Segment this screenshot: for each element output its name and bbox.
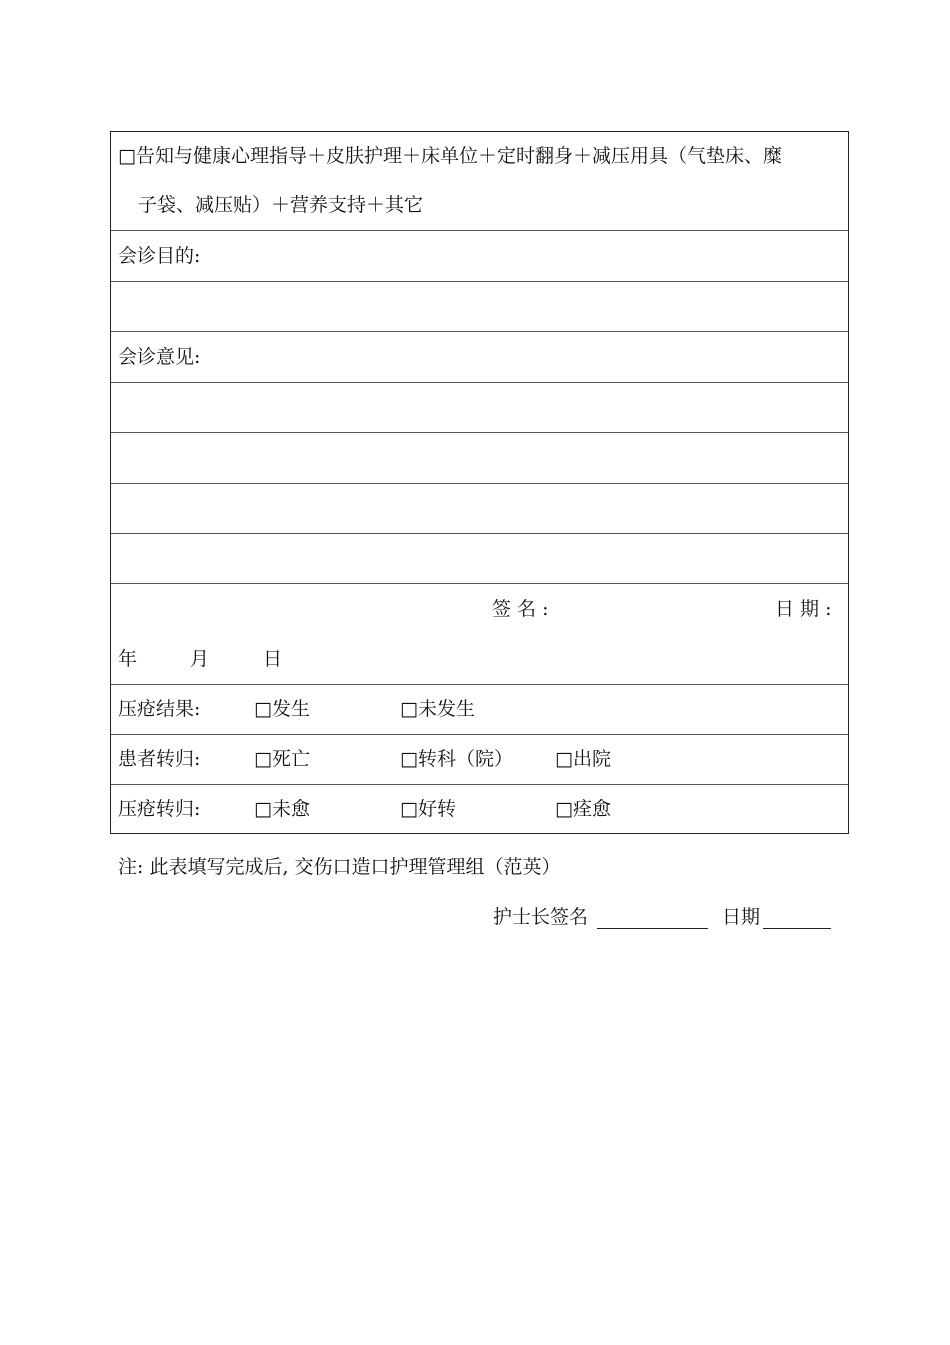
consultation-purpose-row	[111, 230, 848, 281]
patient-outcome-row	[111, 734, 848, 784]
footer-date-field[interactable]	[763, 906, 831, 929]
footer-date-label: 日期	[722, 906, 761, 928]
consultation-purpose-blank[interactable]	[111, 281, 848, 331]
head-nurse-sign-field[interactable]	[597, 906, 708, 929]
option-not-occurred-checkbox[interactable]: □未发生	[400, 698, 475, 720]
option-improved-checkbox[interactable]: □好转	[400, 798, 456, 820]
day-label: 日	[263, 648, 283, 670]
head-nurse-sign-label: 护士长签名	[493, 906, 589, 928]
option-healed-checkbox[interactable]: □痊愈	[555, 798, 611, 820]
option-occurred-checkbox[interactable]: □发生	[254, 698, 310, 720]
month-label: 月	[190, 648, 210, 670]
signature-row	[111, 583, 848, 684]
consultation-form-table	[110, 131, 849, 834]
consultation-opinion-blank-4[interactable]	[111, 533, 848, 583]
pressure-sore-outcome-row	[111, 784, 848, 833]
signature-date-label: 日 期 :	[775, 598, 832, 620]
year-label: 年	[118, 648, 138, 670]
option-death-checkbox[interactable]: □死亡	[254, 748, 310, 770]
pressure-sore-result-row	[111, 684, 848, 734]
option-discharge-checkbox[interactable]: □出院	[555, 748, 611, 770]
option-transfer-checkbox[interactable]: □转科（院）	[400, 748, 513, 770]
option-unhealed-checkbox[interactable]: □未愈	[254, 798, 310, 820]
pressure-sore-result-label: 压疮结果:	[118, 698, 201, 720]
care-measures-continuation-line: 子袋、减压贴）＋营养支持＋其它	[138, 194, 424, 216]
pressure-sore-outcome-label: 压疮转归:	[118, 798, 201, 820]
care-measures-row	[111, 132, 848, 230]
consultation-opinion-label: 会诊意见:	[118, 346, 201, 368]
consultation-opinion-blank-3[interactable]	[111, 483, 848, 533]
head-nurse-signature-footer	[493, 903, 831, 931]
form-note: 注: 此表填写完成后, 交伤口造口护理管理组（范英）	[118, 856, 561, 878]
signature-line	[111, 584, 848, 634]
consultation-opinion-row	[111, 331, 848, 382]
care-measures-checkbox-line[interactable]: □告知与健康心理指导＋皮肤护理＋床单位＋定时翻身＋减压用具（气垫床、糜	[118, 145, 782, 167]
consultation-opinion-blank-1[interactable]	[111, 382, 848, 432]
patient-outcome-label: 患者转归:	[118, 748, 201, 770]
signature-date-line[interactable]	[111, 634, 848, 684]
consultation-purpose-label: 会诊目的:	[118, 245, 201, 267]
signature-label: 签 名 :	[492, 598, 549, 620]
consultation-opinion-blank-2[interactable]	[111, 432, 848, 483]
